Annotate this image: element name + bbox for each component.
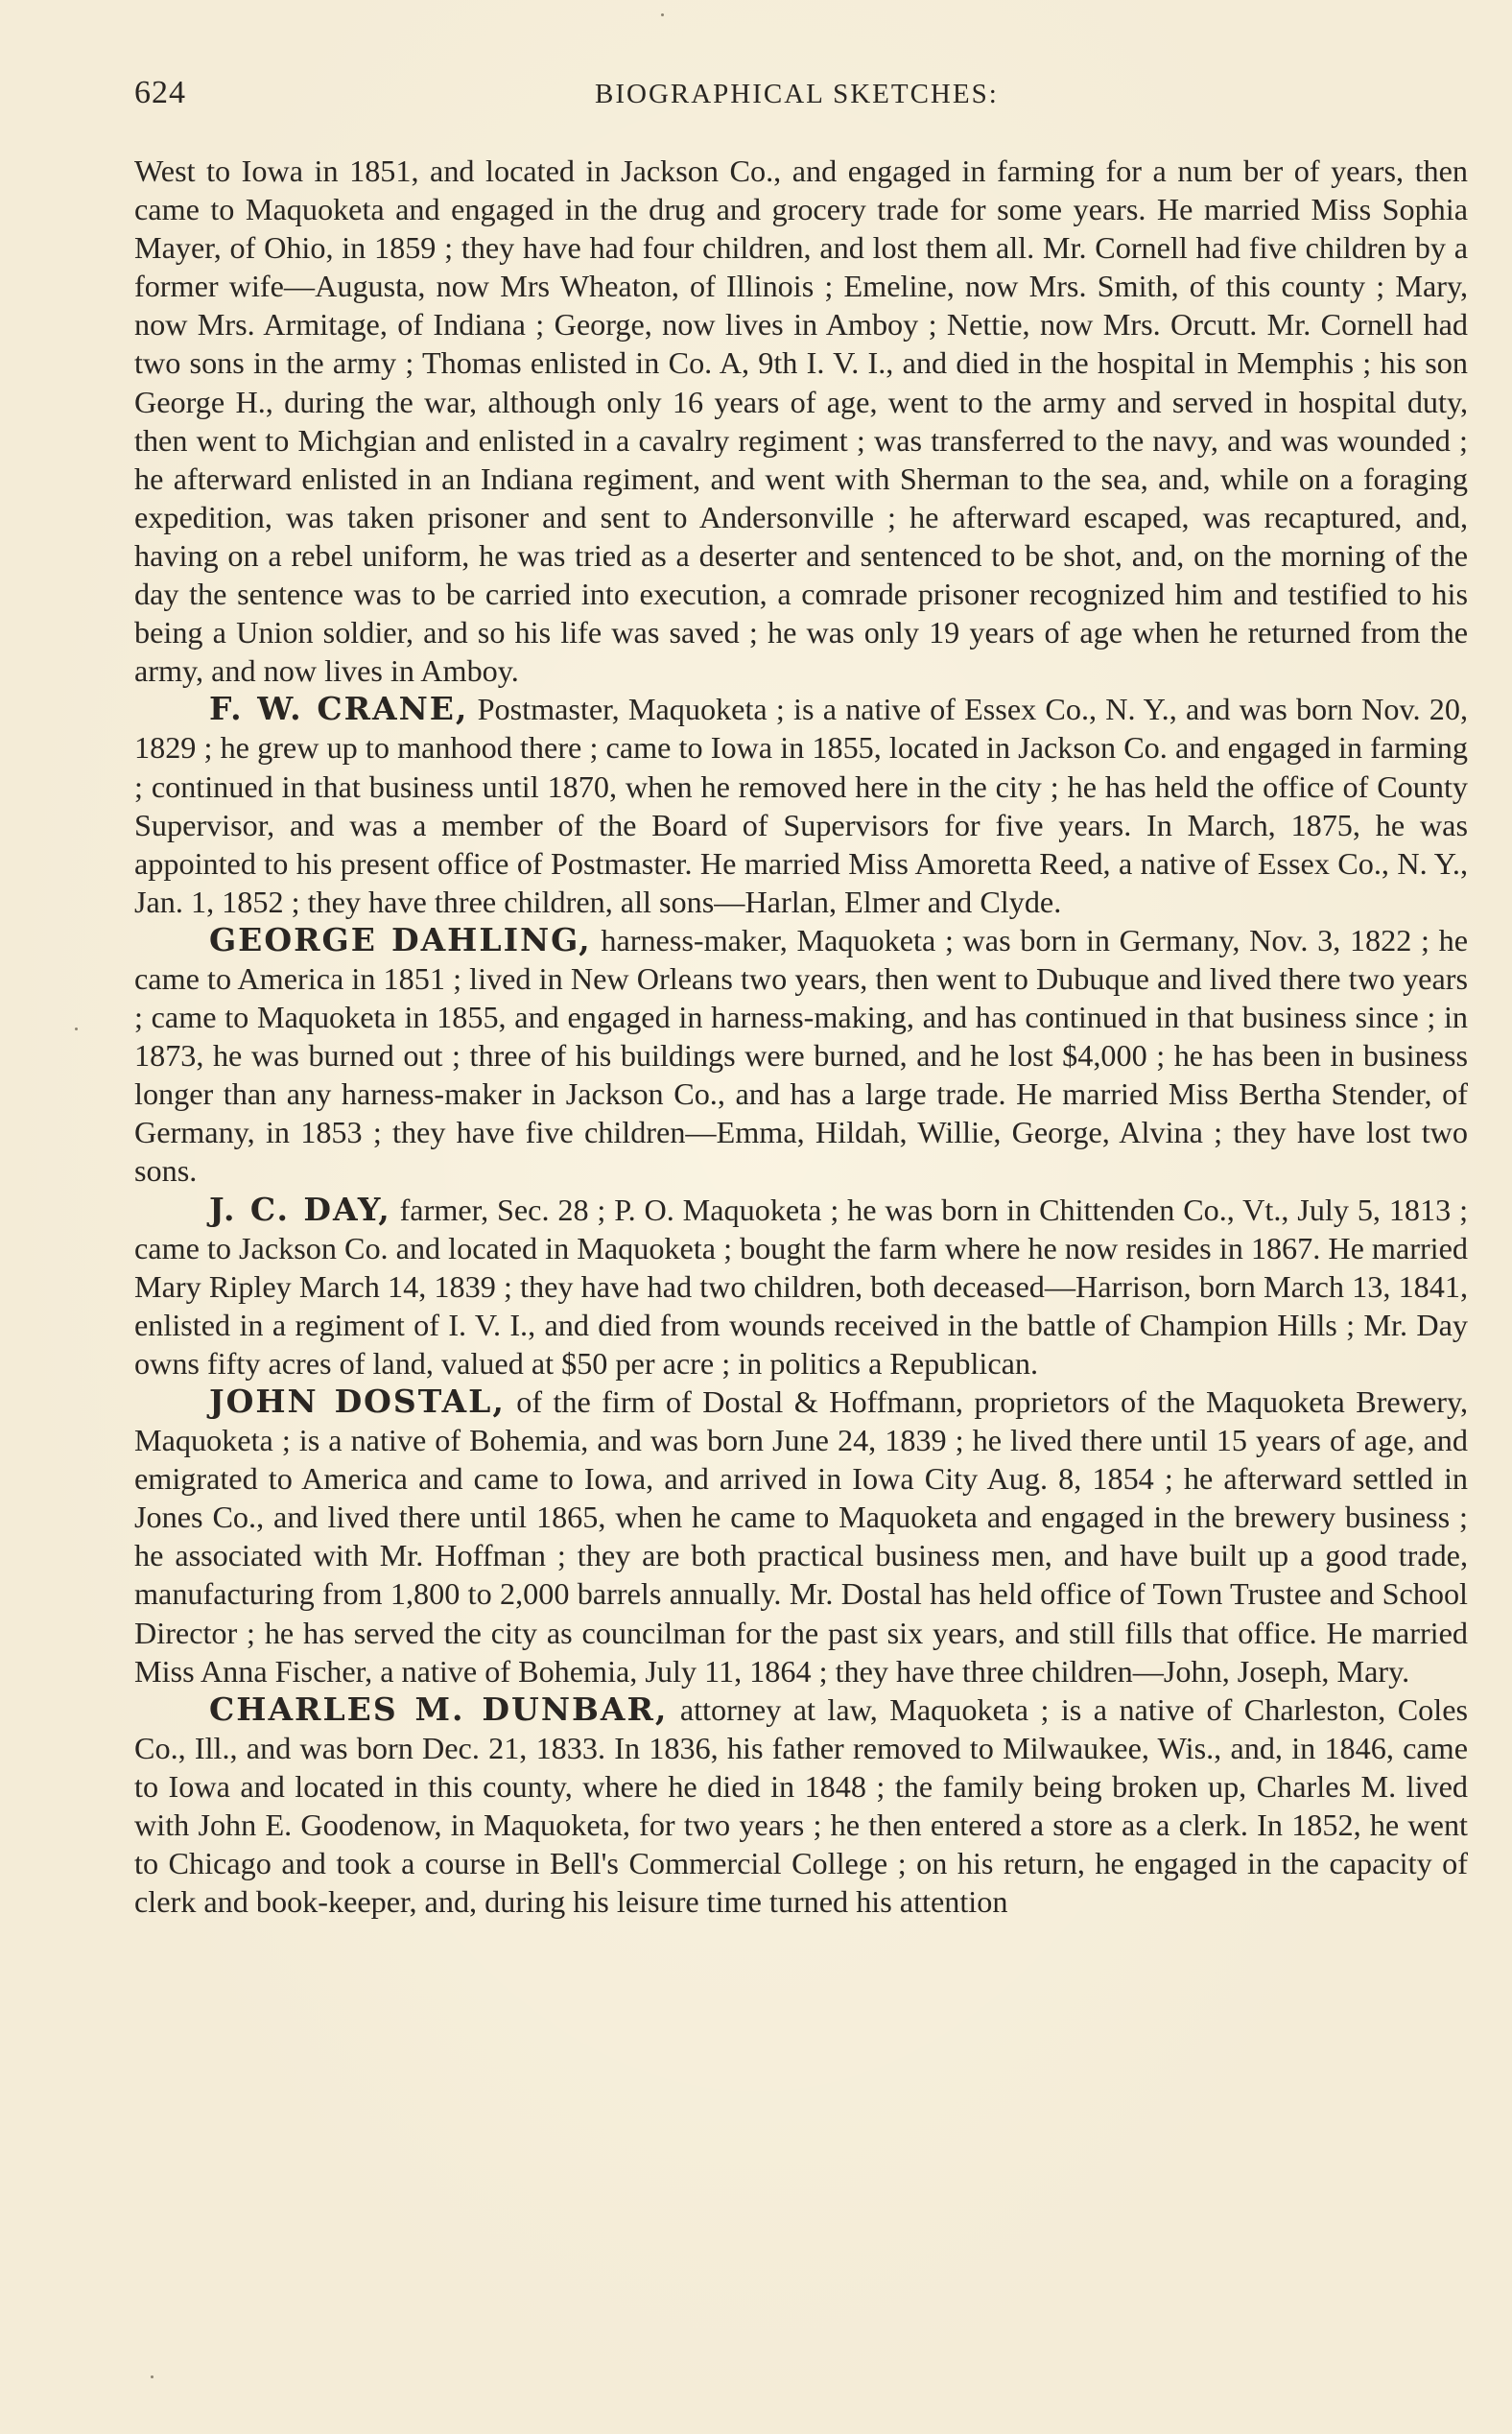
entry-text: of the firm of Dostal & Hoffmann, proprietors of the Maquoketa Brewery, Maquoketa ; is a native of Bohemia, and was born June 24, 1839 ; he lived there until 15 years of age, and emigrated to America and came to Iowa, and arrived in Iowa City Aug. 8, 1854 ; he afterward settled in Jones Co., and lived there until 1865, when he came to Maquoketa and engaged in the brewery business ; he associated with Mr. Hoffman ; they are both practical business men, and have built up a good trade, manufacturing from 1,800 to 2,000 barrels annually. Mr. Dostal has held office of Town Trustee and School Director ; he has served the city as councilman for the past six years, and still fills that office. He married Miss Anna Fischer, a native of Bohemia, July 11, 1864 ; they have three children—John, Joseph, Mary. [134,1384,1468,1689]
biography-entry [134,1191,1468,1382]
running-title: BIOGRAPHICAL SKETCHES: [595,79,999,109]
ink-speck [661,13,664,16]
entry-name: CHARLES M. DUNBAR, [209,1690,669,1728]
page-number: 624 [134,75,186,110]
biography-entry [134,690,1468,921]
ink-speck [75,1028,78,1030]
entry-name: F. W. CRANE, [209,690,469,728]
biography-entry [134,921,1468,1191]
page-body [134,152,1468,1921]
entry-text: attorney at law, Maquoketa ; is a native of Charleston, Coles Co., Ill., and was born Dec. 21, 1833. In 1836, his father removed to Milwaukee, Wis., and, in 1846, came to Iowa and located in this county, where he died in 1848 ; the family being broken up, Charles M. lived with John E. Goodenow, in Maquoketa, for two years ; he then entered a store as a clerk. In 1852, he went to Chicago and took a course in Bell's Commercial College ; on his return, he engaged in the capacity of clerk and book-keeper, and, during his leisure time turned his attention [134,1691,1469,1920]
entry-text: Postmaster, Maquoketa ; is a native of Essex Co., N. Y., and was born Nov. 20, 1829 ; he grew up to manhood there ; came to Iowa in 1855, located in Jackson Co. and engaged in farming ; continued in that business until 1870, when he removed here in the city ; he has held the office of County Supervisor, and was a member of the Board of Supervisors for five years. In March, 1875, he was appointed to his present office of Postmaster. He married Miss Amoretta Reed, a native of Essex Co., N. Y., Jan. 1, 1852 ; they have three children, all sons—Harlan, Elmer and Clyde. [134,692,1468,919]
page-header [134,75,1468,123]
entry-name: GEORGE DAHLING, [209,920,592,958]
biography-entry [134,1690,1468,1922]
entry-name: J. C. DAY, [209,1190,391,1228]
entry-text: harness-maker, Maquoketa ; was born in Germany, Nov. 3, 1822 ; he came to America in 1851 ; lived in New Orleans two years, then went to Dubuque and lived there two years ; came to Maquoketa in 1855, and engaged in harness-making, and has continued in that business since ; in 1873, he was burned out ; three of his buildings were burned, and he lost $4,000 ; he has been in business longer than any harness-maker in Jackson Co., and has a large trade. He married Miss Bertha Stender, of Germany, in 1853 ; they have five children—Emma, Hildah, Willie, George, Alvina ; they have lost two sons. [134,922,1469,1189]
entry-name: JOHN DOSTAL, [209,1382,506,1420]
entry-text: farmer, Sec. 28 ; P. O. Maquoketa ; he was born in Chittenden Co., Vt., July 5, 1813 ; came to Jackson Co. and located in Maquoketa ; bought the farm where he now resides in 1867. He married Mary Ripley March 14, 1839 ; they have had two children, both deceased—Harrison, born March 13, 1841, enlisted in a regiment of I. V. I., and died from wounds received in the battle of Champion Hills ; Mr. Day owns fifty acres of land, valued at $50 per acre ; in politics a Republican. [134,1192,1469,1381]
biography-entry [134,1382,1468,1690]
ink-speck [151,2375,154,2378]
continuation-paragraph: West to Iowa in 1851, and located in Jackson Co., and engaged in farming for a num ber of years, then came to Maquoketa and engaged in the drug and grocery trade for some years. He married Miss Sophia Mayer, of Ohio, in 1859 ; they have had four children, and lost them all. Mr. Cornell had five children by a former wife—Augusta, now Mrs Wheaton, of Illinois ; Emeline, now Mrs. Smith, of this county ; Mary, now Mrs. Armitage, of Indiana ; George, now lives in Amboy ; Nettie, now Mrs. Orcutt. Mr. Cornell had two sons in the army ; Thomas enlisted in Co. A, 9th I. V. I., and died in the hospital in Memphis ; his son George H., during the war, although only 16 years of age, went to the army and served in hospital duty, then went to Michgian and enlisted in a cavalry regiment ; was transferred to the navy, and was wounded ; he afterward enlisted in an Indiana regiment, and went with Sherman to the sea, and, while on a foraging expedition, was taken prisoner and sent to Andersonville ; he afterward escaped, was recaptured, and, having on a rebel uniform, he was tried as a deserter and sentenced to be shot, and, on the morning of the day the sentence was to be carried into execution, a comrade prisoner recognized him and testified to his being a Union soldier, and so his life was saved ; he was only 19 years of age when he returned from the army, and now lives in Amboy. [134,154,1468,689]
